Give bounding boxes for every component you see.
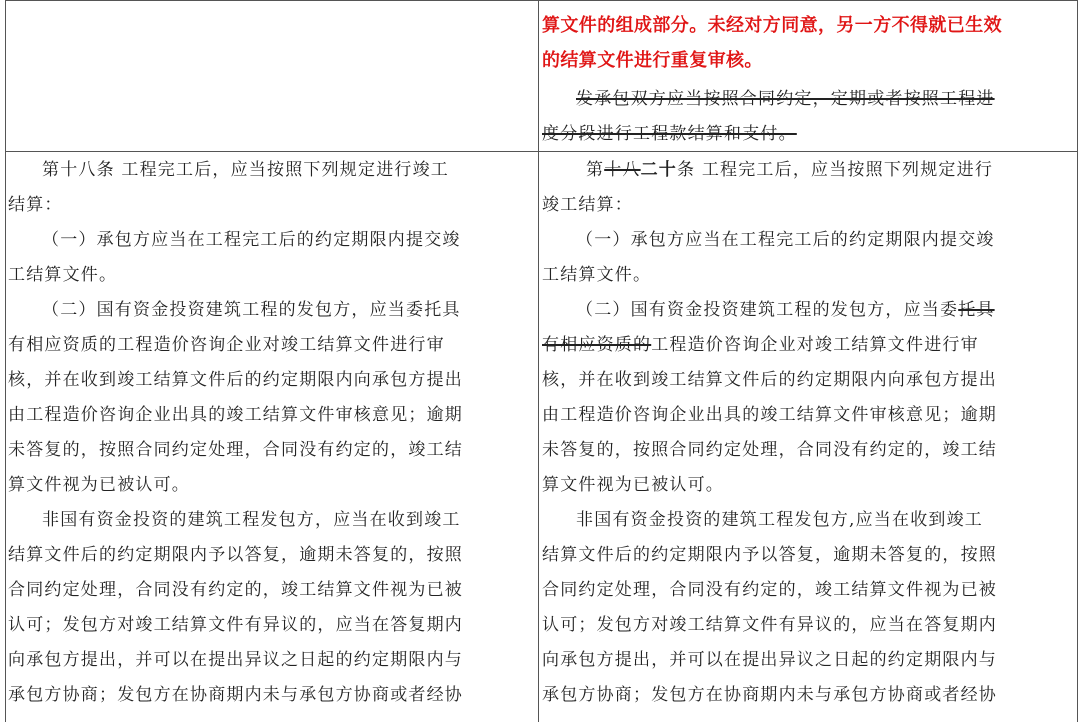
text-span: 第 xyxy=(586,160,605,180)
text-line: 核，并在收到竣工结算文件后的约定期限内向承包方提出 xyxy=(8,370,463,390)
deleted-text: 托具 xyxy=(958,300,995,320)
top-left-cell xyxy=(6,1,538,151)
text-line: 合同约定处理，合同没有约定的，竣工结算文件视为已被 xyxy=(8,580,463,600)
text-line: 向承包方提出，并可以在提出异议之日起的约定期限内与 xyxy=(8,650,463,670)
text-line: 合同约定处理，合同没有约定的，竣工结算文件视为已被 xyxy=(542,580,997,600)
text-line: 工结算文件。 xyxy=(542,265,652,285)
text-line: 未答复的，按照合同约定处理，合同没有约定的，竣工结 xyxy=(542,440,997,460)
text-line: 竣工结算： xyxy=(542,195,633,215)
text-line: （一）承包方应当在工程完工后的约定期限内提交竣 xyxy=(42,230,461,250)
text-line: （一）承包方应当在工程完工后的约定期限内提交竣 xyxy=(576,230,995,250)
revised-text-cell xyxy=(542,152,1076,722)
deleted-text: 有相应资质的 xyxy=(542,335,652,355)
inserted-article-number: 二十 xyxy=(640,160,678,180)
text-line: 由工程造价咨询企业出具的竣工结算文件审核意见；逾期 xyxy=(542,405,997,425)
text-line: 结算： xyxy=(8,195,63,215)
text-line: 承包方协商；发包方在协商期内未与承包方协商或者经协 xyxy=(542,685,997,705)
text-line: 算文件视为已被认可。 xyxy=(542,475,724,495)
text-span: 条 工程完工后，应当按照下列规定进行 xyxy=(677,160,994,180)
text-line: （二）国有资金投资建筑工程的发包方，应当委托具 xyxy=(42,300,461,320)
text-line: 由工程造价咨询企业出具的竣工结算文件审核意见；逾期 xyxy=(8,405,463,425)
text-line: 核，并在收到竣工结算文件后的约定期限内向承包方提出 xyxy=(542,370,997,390)
table-right-border xyxy=(1077,0,1078,722)
column-divider xyxy=(538,0,539,722)
top-right-cell xyxy=(542,1,1076,151)
text-line-with-deletion xyxy=(576,292,995,328)
deleted-text-line: 发承包双方应当按照合同约定，定期或者按照工程进 xyxy=(576,89,995,109)
original-text-cell xyxy=(8,152,537,722)
text-line: 算文件视为已被认可。 xyxy=(8,475,190,495)
text-line: 非国有资金投资的建筑工程发包方,应当在收到竣工 xyxy=(576,510,984,530)
text-line: 结算文件后的约定期限内予以答复，逾期未答复的，按照 xyxy=(8,545,463,565)
article-heading-line xyxy=(586,152,993,188)
text-line: 结算文件后的约定期限内予以答复，逾期未答复的，按照 xyxy=(542,545,997,565)
added-text-line: 的结算文件进行重复审核。 xyxy=(542,50,763,71)
text-span: （二）国有资金投资建筑工程的发包方，应当委 xyxy=(576,300,959,320)
text-line: 未答复的，按照合同约定处理，合同没有约定的，竣工结 xyxy=(8,440,463,460)
deleted-article-number: 十八 xyxy=(604,160,641,180)
text-line-with-deletion xyxy=(542,327,979,363)
text-line: 认可；发包方对竣工结算文件有异议的，应当在答复期内 xyxy=(542,615,997,635)
text-line: 承包方协商；发包方在协商期内未与承包方协商或者经协 xyxy=(8,685,463,705)
text-line: 工结算文件。 xyxy=(8,265,118,285)
deleted-text-line: 度分段进行工程款结算和支付。 xyxy=(542,124,797,144)
added-text-line: 算文件的组成部分。未经对方同意，另一方不得就已生效 xyxy=(542,15,1002,36)
text-span: 工程造价咨询企业对竣工结算文件进行审 xyxy=(651,335,979,355)
text-line: 认可；发包方对竣工结算文件有异议的，应当在答复期内 xyxy=(8,615,463,635)
text-line: 向承包方提出，并可以在提出异议之日起的约定期限内与 xyxy=(542,650,997,670)
text-line: 有相应资质的工程造价咨询企业对竣工结算文件进行审 xyxy=(8,335,445,355)
text-line: 第十八条 工程完工后，应当按照下列规定进行竣工 xyxy=(42,160,450,180)
text-line: 非国有资金投资的建筑工程发包方，应当在收到竣工 xyxy=(42,510,461,530)
